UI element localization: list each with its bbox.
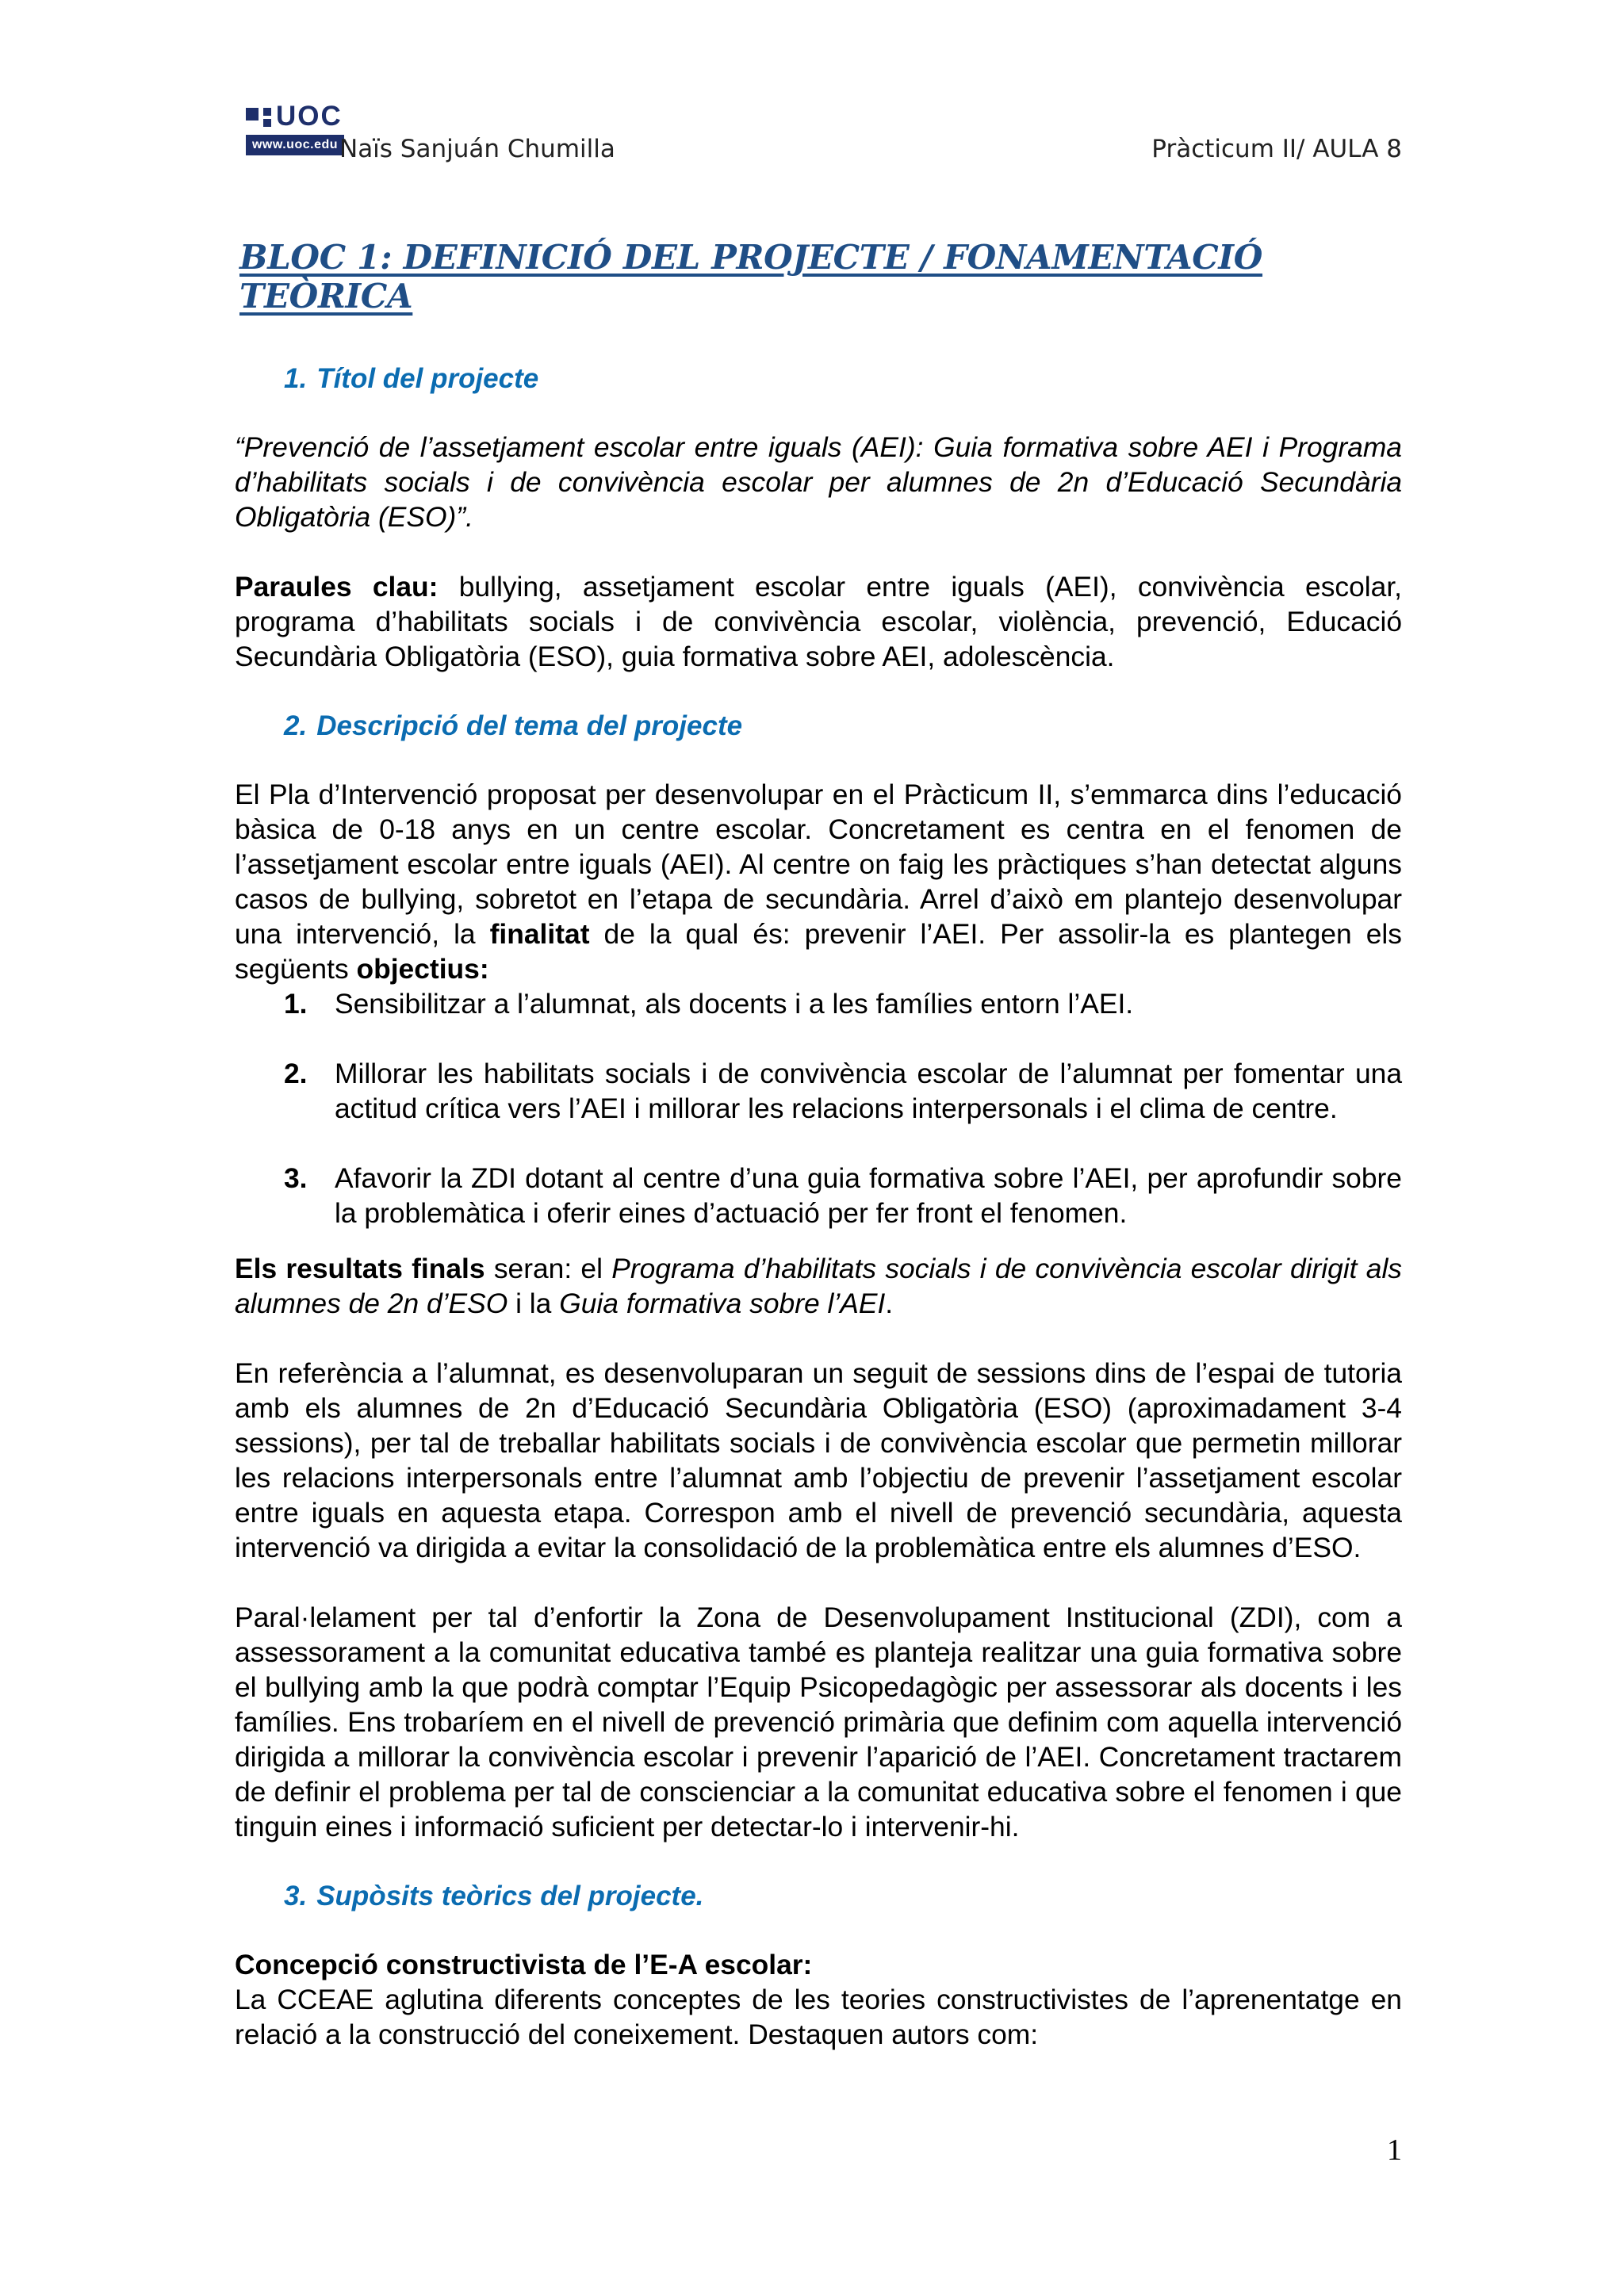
objective-number: 3.	[284, 1162, 308, 1194]
logo-square-icon	[246, 108, 259, 121]
text-run: de la qual és: prevenir l’AEI. Per assolir-la es plantegen els següents	[235, 918, 1402, 985]
text-run: seran: el	[485, 1253, 612, 1284]
course-name: Pràcticum II/ AULA 8	[1151, 135, 1402, 163]
logo-text: UOC	[276, 101, 343, 132]
keywords-text: bullying, assetjament escolar entre iguals (AEI), convivència escolar, programa d’habilitats socials i de convivència escolar, violència, prevenció, Educació Secundària Obligatòria (ESO), guia formativa sobre AEI, adolescència.	[235, 571, 1402, 672]
objective-text: Afavorir la ZDI dotant al centre d’una guia formativa sobre l’AEI, per aprofundir sobre la problemàtica i oferir eines d’actuació per fer front el fenomen.	[335, 1162, 1402, 1229]
uoc-logo	[246, 103, 344, 157]
objective-item	[284, 1161, 1402, 1230]
author-name: Naïs Sanjuán Chumilla	[339, 135, 615, 163]
text-run: i la	[508, 1288, 560, 1319]
section-number: 2.	[284, 710, 308, 741]
section-3-paragraph: La CCEAE aglutina diferents conceptes de les teories constructivistes de l’aprenentatge en relació a la construcció del coneixement. Destaquen autors com:	[235, 1984, 1402, 2050]
keywords-paragraph	[235, 569, 1402, 674]
section-2-heading	[284, 709, 1402, 744]
objective-item	[284, 1056, 1402, 1126]
objective-item	[284, 986, 1402, 1021]
section-title: Descripció del tema del projecte	[316, 710, 743, 741]
subheading-text: Concepció constructivista de l’E-A escolar:	[235, 1949, 813, 1980]
page-number: 1	[1387, 2133, 1402, 2167]
description-paragraph	[235, 777, 1402, 986]
section-title: Títol del projecte	[316, 363, 539, 394]
section-title: Supòsits teòrics del projecte.	[316, 1881, 704, 1911]
objective-text: Millorar les habilitats socials i de convivència escolar de l’alumnat per fomentar una actitud crítica vers l’AEI i millorar les relacions interpersonals i el clima de centre.	[335, 1058, 1402, 1124]
objective-number: 2.	[284, 1058, 308, 1089]
keywords-label: Paraules clau:	[235, 571, 439, 603]
section-3-subheading	[235, 1947, 1402, 1982]
section-number: 1.	[284, 363, 308, 394]
text-run: .	[885, 1288, 894, 1319]
text-run: El Pla d’Intervenció proposat per desenvolupar en el Pràcticum II, s’emmarca dins l’educació bàsica de 0-18 anys en un centre escolar. Concretament es centra en el fenomen de l’assetjament escolar entre iguals (AEI). Al centre on faig les pràctiques s’han detectat alguns casos de bullying, sobretot en l’etapa de secundària. Arrel d’això em plantejo desenvolupar una intervenció, la	[235, 779, 1402, 950]
objective-number: 1.	[284, 988, 308, 1020]
logo-dots-icon	[263, 103, 274, 130]
objectius-bold: objectius:	[356, 953, 489, 985]
section-1-heading	[284, 362, 1402, 396]
project-title: “Prevenció de l’assetjament escolar entre iguals (AEI): Guia formativa sobre AEI i Programa d’habilitats socials i de convivència escolar per alumnes de 2n d’Educació Secundària Obligatòria (ESO)”.	[235, 431, 1402, 533]
logo-url: www.uoc.edu	[246, 135, 344, 155]
bloc-title: BLOC 1: DEFINICIÓ DEL PROJECTE / FONAMENTACIÓ TEÒRICA	[239, 238, 1263, 316]
objective-text: Sensibilitzar a l’alumnat, als docents i a les famílies entorn l’AEI.	[335, 988, 1134, 1020]
students-paragraph: En referència a l’alumnat, es desenvoluparan un seguit de sessions dins de l’espai de tutoria amb els alumnes de 2n d’Educació Secundària Obligatòria (ESO) (aproximadament 3-4 sessions), per tal de treballar habilitats socials i de convivència escolar que permetin millorar les relacions interpersonals entre l’alumnat amb l’objectiu de prevenir l’assetjament escolar entre iguals en aquesta etapa. Correspon amb el nivell de prevenció secundària, aquesta intervenció va dirigida a evitar la consolidació de la problemàtica entre els alumnes d’ESO.	[235, 1357, 1402, 1563]
page-header	[235, 98, 1402, 170]
finalitat-bold: finalitat	[489, 918, 590, 950]
results-paragraph	[235, 1251, 1402, 1321]
section-3-heading	[284, 1879, 1402, 1914]
guide-title: Guia formativa sobre l’AEI	[559, 1288, 886, 1319]
zdi-paragraph: Paral·lelament per tal d’enfortir la Zona de Desenvolupament Institucional (ZDI), com a assessorament a la comunitat educativa també es planteja realitzar una guia formativa sobre el bullying amb la que podrà comptar l’Equip Psicopedagògic per assessorar als docents i les famílies. Ens trobaríem en el nivell de prevenció primària que definim com aquella intervenció dirigida a millorar la convivència escolar i prevenir l’aparició de l’AEI. Concretament tractarem de definir el problema per tal de conscienciar a la comunitat educativa sobre el fenomen i que tinguin eines i informació suficient per detectar-lo i intervenir-hi.	[235, 1601, 1402, 1843]
results-bold: Els resultats finals	[235, 1253, 485, 1284]
document-body	[235, 238, 1402, 2052]
section-number: 3.	[284, 1881, 308, 1911]
program-title: Programa d’habilitats socials i de convivència escolar dirigit als alumnes de 2n d’ESO	[235, 1253, 1403, 1319]
